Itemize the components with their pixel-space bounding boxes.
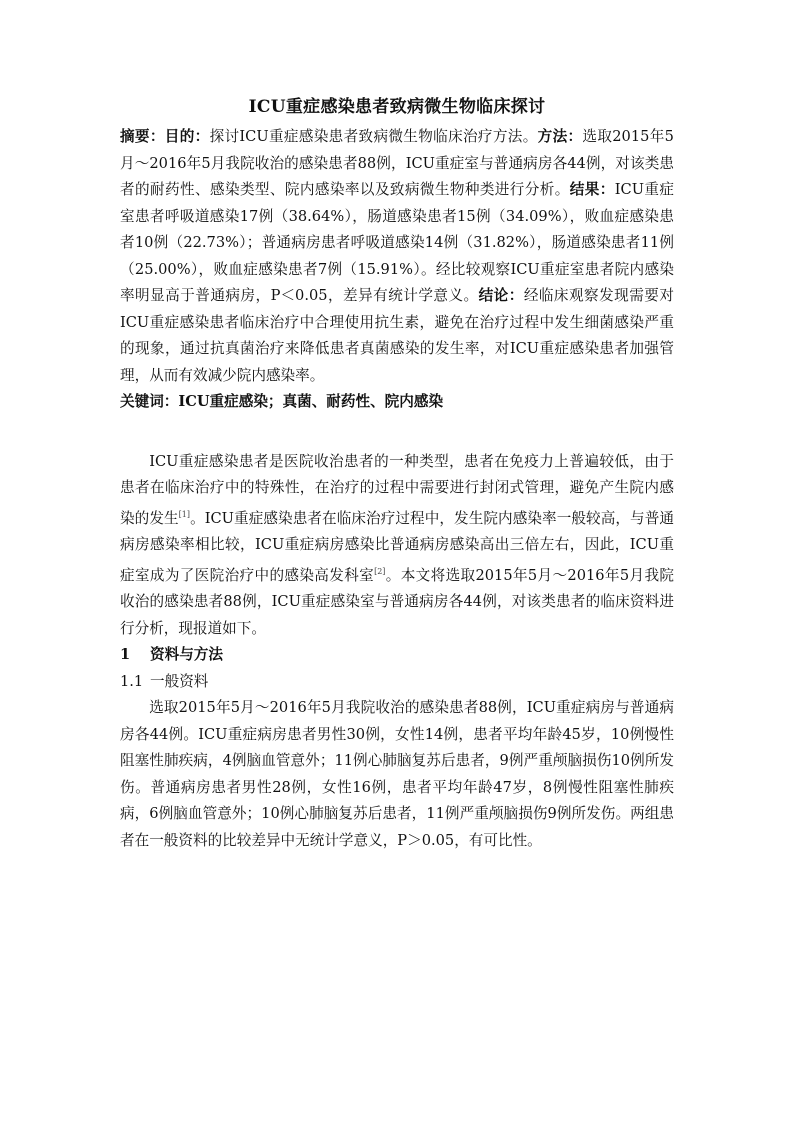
section-title-1: 资料与方法 xyxy=(150,646,223,663)
subsection-number-1-1: 1.1 xyxy=(120,672,144,690)
intro-text-1: ICU重症感染患者是医院收治患者的一种类型，患者在免疫力上普遍较低，由于患者在临床治疗中的特殊性，在治疗的过程中需要进行封闭式管理，避免产生院内感染的发生 xyxy=(120,452,674,527)
objective-text: 探讨ICU重症感染患者致病微生物临床治疗方法。 xyxy=(209,128,538,145)
abstract xyxy=(120,124,674,389)
section-heading-1 xyxy=(120,642,674,669)
conclusion-label: 结论： xyxy=(478,287,524,304)
citation-1[interactable]: [1] xyxy=(178,509,191,519)
keywords: 关键词：ICU重症感染；真菌、耐药性、院内感染 xyxy=(120,393,444,410)
method-text: 选取2015年5月～2016年5月我院收治的感染患者88例，ICU重症室与普通病房各44例，对该类患者的耐药性、感染类型、院内感染率以及致病微生物种类进行分析。 xyxy=(120,128,674,198)
paper-title: ICU重症感染患者致病微生物临床探讨 xyxy=(248,97,546,117)
section-number-1: 1 xyxy=(120,646,131,663)
section-spacer xyxy=(120,416,674,449)
intro-paragraph xyxy=(120,449,674,643)
intro-text-3: 。本文将选取2015年5月～2016年5月我院收治的感染患者88例，ICU重症感染室与普通病房各44例，对该类患者的临床资料进行分析，现报道如下。 xyxy=(120,566,674,637)
abstract-label: 摘要： xyxy=(120,128,165,145)
result-text: ICU重症室患者呼吸道感染17例（38.64%），肠道感染患者15例（34.09%），败血症感染患者10例（22.73%）；普通病房患者呼吸道感染14例（31.82%），肠道感染患者11例（25.00%），败血症感染患者7例（15.91%）。经比较观察ICU重症室患者院内感染率明显高于普通病房，P＜0.05，差异有统计学意义。 xyxy=(120,181,674,304)
conclusion-text: 经临床观察发现需要对ICU重症感染患者临床治疗中合理使用抗生素，避免在治疗过程中发生细菌感染严重的现象，通过抗真菌治疗来降低患者真菌感染的发生率，对ICU重症感染患者加强管理，从而有效减少院内感染率。 xyxy=(120,287,674,384)
intro-text-2: 。ICU重症感染患者在临床治疗过程中，发生院内感染率一般较高，与普通病房感染率相比较，ICU重症病房感染比普通病房感染高出三倍左右，因此，ICU重症室成为了医院治疗中的感染高发科室 xyxy=(120,509,674,584)
general-data-paragraph: 选取2015年5月～2016年5月我院收治的感染患者88例，ICU重症病房与普通病房各44例。ICU重症病房患者男性30例，女性14例，患者平均年龄45岁，10例慢性阻塞性肺疾病，4例脑血管意外；11例心肺脑复苏后患者，9例严重颅脑损伤10例所发伤。普通病房患者男性28例，女性16例，患者平均年龄47岁，8例慢性阻塞性肺疾病，6例脑血管意外；10例心肺脑复苏后患者，11例严重颅脑损伤9例所发伤。两组患者在一般资料的比较差异中无统计学意义，P＞0.05，有可比性。 xyxy=(120,699,674,849)
document-page xyxy=(120,94,674,854)
subsection-title-1-1: 一般资料 xyxy=(150,672,209,690)
method-label: 方法： xyxy=(537,128,583,145)
result-label: 结果： xyxy=(569,181,615,198)
subsection-heading-1-1 xyxy=(120,669,674,696)
citation-2[interactable]: [2] xyxy=(374,566,386,576)
objective-label: 目的： xyxy=(164,128,210,145)
